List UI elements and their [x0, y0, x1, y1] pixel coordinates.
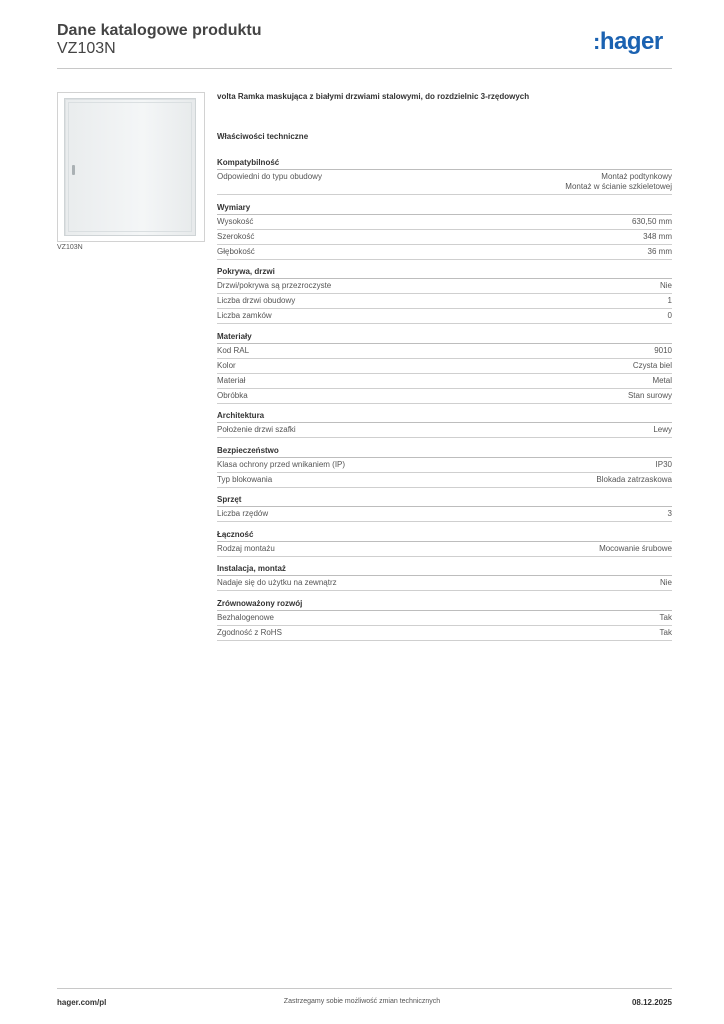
spec-label: Głębokość [217, 246, 255, 256]
spec-row [217, 423, 672, 438]
section-title: Pokrywa, drzwi [217, 266, 672, 279]
spec-value-line: 9010 [654, 345, 672, 355]
spec-section [217, 157, 672, 195]
spec-row [217, 576, 672, 591]
footer-divider [57, 988, 672, 989]
spec-value-line: 630,50 mm [631, 216, 672, 226]
spec-value-line: Montaż podtynkowy [601, 172, 672, 181]
spec-row [217, 279, 672, 294]
product-image [57, 92, 205, 242]
spec-value [668, 296, 672, 306]
spec-value-line: Blokada zatrzaskowa [596, 474, 672, 484]
spec-row [217, 611, 672, 626]
spec-value [660, 613, 672, 623]
hager-logo[interactable] [593, 28, 663, 56]
spec-value-line: Mocowanie śrubowe [599, 543, 672, 553]
section-title: Materiały [217, 331, 672, 344]
spec-section [217, 445, 672, 488]
spec-row [217, 374, 672, 389]
door-panel-illustration [64, 98, 196, 236]
spec-row [217, 170, 672, 195]
spec-row [217, 473, 672, 488]
section-title: Wymiary [217, 202, 672, 215]
spec-value-line: Stan surowy [627, 390, 672, 400]
spec-label: Liczba drzwi obudowy [217, 296, 296, 305]
spec-section [217, 266, 672, 324]
product-code: VZ103N [57, 40, 116, 57]
spec-label: Liczba rzędów [217, 509, 269, 518]
spec-label: Rodzaj montażu [217, 543, 275, 553]
spec-section [217, 563, 672, 591]
spec-row [217, 230, 672, 245]
door-inner-frame [68, 102, 192, 232]
spec-value [653, 425, 672, 435]
spec-label: Drzwi/pokrywa są przezroczyste [217, 281, 332, 290]
spec-row [217, 542, 672, 557]
spec-value [633, 361, 672, 371]
spec-value-line: Lewy [653, 425, 672, 434]
spec-label: Położenie drzwi szafki [217, 425, 296, 434]
spec-label: Wysokość [217, 216, 254, 226]
spec-label: Odpowiedni do typu obudowy [217, 172, 322, 181]
spec-value-line: 1 [667, 296, 672, 305]
spec-label: Obróbka [217, 390, 248, 400]
product-details [217, 92, 672, 647]
spec-section [217, 529, 672, 557]
section-title: Bezpieczeństwo [217, 445, 672, 458]
spec-value [668, 311, 672, 321]
section-title: Łączność [217, 529, 672, 542]
spec-label: Kolor [217, 360, 236, 370]
spec-value-line: Montaż w ścianie szkieletowej [565, 182, 672, 191]
header-divider [57, 68, 672, 69]
footer-disclaimer: Zastrzegamy sobie możliwość zmian technicznych [283, 998, 441, 1005]
spec-label: Liczba zamków [217, 311, 272, 320]
spec-section [217, 331, 672, 404]
section-title: Kompatybilność [217, 157, 672, 170]
page-title: Dane katalogowe produktu [57, 22, 262, 39]
spec-section [217, 598, 672, 641]
spec-value-line: Tak [659, 627, 672, 637]
spec-value [660, 578, 672, 588]
spec-value [668, 509, 672, 519]
spec-value [660, 628, 672, 638]
spec-value [660, 281, 672, 291]
section-title: Instalacja, montaż [217, 563, 672, 576]
spec-value-line: Czysta biel [632, 360, 672, 370]
spec-row [217, 507, 672, 522]
spec-section [217, 410, 672, 438]
logo-text: hager [599, 28, 663, 55]
spec-value-line: 0 [667, 311, 672, 320]
spec-value [656, 460, 672, 470]
spec-sections [217, 157, 672, 641]
spec-label: Nadaje się do użytku na zewnątrz [217, 578, 337, 587]
spec-label: Zgodność z RoHS [217, 627, 282, 637]
spec-row [217, 215, 672, 230]
spec-row [217, 458, 672, 473]
product-description: volta Ramka maskująca z białymi drzwiami stalowymi, do rozdzielnic 3-rzędowych [217, 92, 530, 101]
technical-properties-heading: Właściwości techniczne [217, 132, 309, 141]
spec-value [596, 475, 672, 485]
spec-value [654, 346, 672, 356]
spec-value [565, 172, 672, 192]
spec-value [643, 232, 672, 242]
spec-row [217, 626, 672, 641]
spec-value-line: 348 mm [643, 231, 672, 241]
spec-value-line: IP30 [655, 459, 672, 469]
spec-label: Szerokość [217, 231, 255, 241]
spec-value [628, 391, 672, 401]
spec-row [217, 389, 672, 404]
spec-value-line: 36 mm [647, 246, 672, 256]
logo-dot: : [593, 29, 600, 54]
spec-label: Materiał [217, 375, 246, 385]
spec-label: Bezhalogenowe [217, 612, 274, 622]
spec-row [217, 359, 672, 374]
spec-label: Typ blokowania [217, 474, 273, 484]
spec-value-line: Nie [659, 578, 672, 587]
image-caption: VZ103N [57, 244, 83, 251]
spec-value-line: Metal [652, 375, 672, 385]
spec-value [648, 247, 672, 257]
spec-value [599, 544, 672, 554]
section-title: Architektura [217, 410, 672, 423]
door-lock-icon [72, 165, 75, 175]
spec-value [652, 376, 672, 386]
spec-row [217, 294, 672, 309]
spec-row [217, 309, 672, 324]
spec-label: Kod RAL [217, 345, 250, 355]
footer-website-link[interactable]: hager.com/pl [57, 998, 107, 1007]
spec-value-line: Tak [659, 612, 672, 622]
footer-date: 08.12.2025 [631, 998, 672, 1007]
section-title: Sprzęt [217, 494, 672, 507]
spec-value-line: 3 [667, 509, 672, 518]
spec-value [632, 217, 672, 227]
section-title: Zrównoważony rozwój [217, 598, 672, 611]
spec-row [217, 245, 672, 260]
spec-value-line: Nie [659, 281, 672, 290]
spec-label: Klasa ochrony przed wnikaniem (IP) [217, 459, 346, 469]
spec-section [217, 494, 672, 522]
spec-row [217, 344, 672, 359]
spec-section [217, 202, 672, 260]
